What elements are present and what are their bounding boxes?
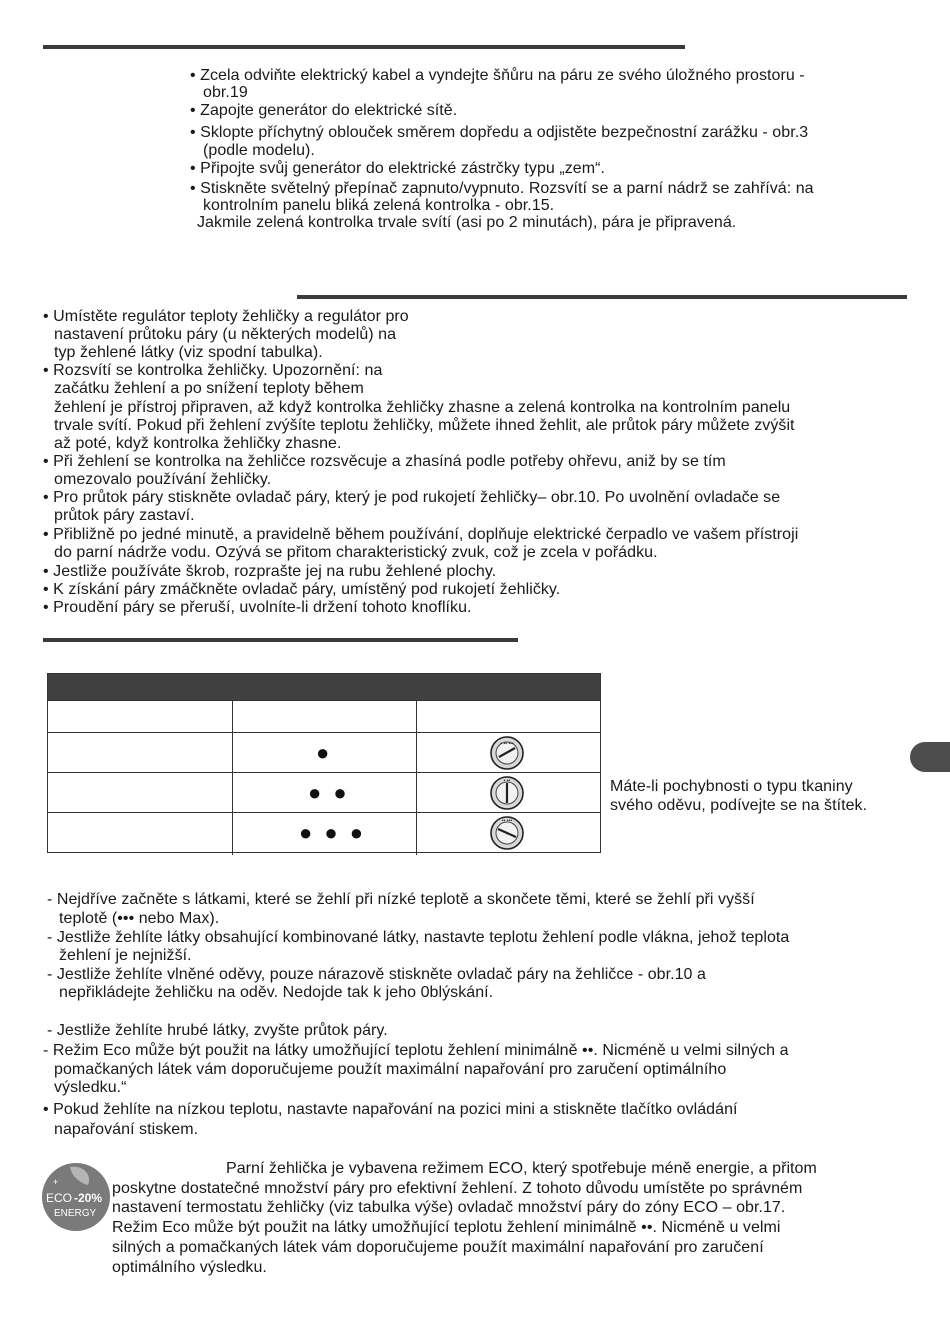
svg-text:• •• •••: • •• ••• — [500, 741, 514, 747]
table-header — [48, 674, 600, 700]
text-line: Parní žehlička je vybavena režimem ECO, který spotřebuje méně energie, a přitom — [226, 1160, 817, 1177]
thermostat-dial-icon — [486, 735, 528, 771]
section-rule-3 — [43, 638, 518, 642]
text-line: nastavení průtoku páry (u některých modelů) na — [54, 326, 397, 343]
text-line: teplotě (••• nebo Max). — [59, 910, 220, 927]
text-line: omezovalo používání žehličky. — [54, 471, 272, 488]
text-line: pomačkaných látek vám doporučujeme použít maximální napařování pro zaručení optimálního — [54, 1061, 727, 1078]
text-line: trvale svítí. Pokud při žehlení zvýšíte teplotu žehličky, můžete ihned žehlit, ale průtok páry můžete zvýšit — [54, 417, 795, 434]
text-line: začátku žehlení a po snížení teploty během — [54, 380, 364, 397]
text-line: žehlení je přístroj připraven, až když kontrolka žehličky zhasne a zelená kontrolka na kontrolním panelu — [54, 399, 791, 416]
text-line: průtok páry zastaví. — [54, 507, 195, 524]
table-row — [48, 732, 600, 773]
eco-badge-eco-text: ECO — [46, 1191, 73, 1205]
svg-text:+: + — [53, 1177, 59, 1187]
text-line: • Připojte svůj generátor do elektrické zástrčky typu „zem“. — [190, 160, 605, 177]
text-line: - Jestliže žehlíte látky obsahující kombinované látky, nastavte teplotu žehlení podle vlákna, jehož teplota — [47, 929, 790, 946]
text-line: do parní nádrže vodu. Ozývá se přitom charakteristický zvuk, což je zcela v pořádku. — [54, 544, 658, 561]
table-row — [48, 700, 600, 733]
table-note: Máte-li pochybnosti o typu tkaniny — [610, 778, 853, 795]
text-line: kontrolním panelu bliká zelená kontrolka - obr.15. — [203, 197, 555, 214]
text-line: • Zcela odviňte elektrický kabel a vyndejte šňůru na páru ze svého úložného prostoru - — [190, 67, 805, 84]
text-line: • Zapojte generátor do elektrické sítě. — [190, 102, 458, 119]
text-line: • Proudění páry se přeruší, uvolníte-li držení tohoto knoflíku. — [43, 599, 472, 616]
text-line: • Pro průtok páry stiskněte ovladač páry, který je pod rukojetí žehličky– obr.10. Po uvolnění ovladače se — [43, 489, 781, 506]
text-line: - Nejdříve začněte s látkami, které se žehlí při nízké teplotě a skončete těmi, které se žehlí při vyšší — [47, 891, 755, 908]
text-line: Jakmile zelená kontrolka trvale svítí (asi po 2 minutách), pára je připravená. — [197, 214, 737, 231]
text-line: napařování stiskem. — [54, 1121, 199, 1138]
text-line: • Pokud žehlíte na nízkou teplotu, nastavte napařování na pozici mini a stiskněte tlačítko ovládání — [43, 1101, 738, 1118]
svg-text:•• •••: •• ••• — [501, 818, 513, 824]
text-line: typ žehlené látky (viz spodní tabulka). — [54, 344, 323, 361]
table-row — [48, 772, 600, 813]
text-line: nepřikládejte žehličku na oděv. Nedojde tak k jeho 0blýskání. — [59, 984, 494, 1001]
text-line: • Jestliže používáte škrob, rozprašte jej na rubu žehlené plochy. — [43, 563, 497, 580]
temperature-dots: ● — [316, 740, 333, 765]
temperature-dots: ● ● — [308, 780, 350, 805]
text-line: • Přibližně po jedné minutě, a pravidelně během používání, doplňuje elektrické čerpadlo ve vašem přístroji — [43, 526, 799, 543]
text-line: - Jestliže žehlíte hrubé látky, zvyšte průtok páry. — [47, 1022, 388, 1039]
text-line: (podle modelu). — [203, 142, 315, 159]
text-line: poskytne dostatečné množství páry pro efektivní žehlení. Z tohoto důvodu umístěte po správném — [112, 1180, 803, 1197]
text-line: nastavení termostatu žehličky (viz tabulka výše) ovladač množství páry do zóny ECO – obr.17. — [112, 1199, 786, 1216]
svg-text:• ••: • •• — [503, 778, 511, 784]
text-line: optimálního výsledku. — [112, 1259, 267, 1276]
text-line: • Rozsvítí se kontrolka žehličky. Upozornění: na — [43, 362, 383, 379]
text-line: silných a pomačkaných látek vám doporučujeme použít maximální napařování pro zaručení — [112, 1239, 764, 1256]
text-line: žehlení je nejnižší. — [59, 947, 192, 964]
thermostat-dial-icon — [486, 814, 528, 852]
table-note: svého oděvu, podívejte se na štítek. — [610, 797, 868, 814]
text-line: obr.19 — [203, 84, 248, 101]
temperature-dots: ● ● ● — [299, 820, 367, 845]
section-rule-1 — [43, 45, 685, 49]
page-tab-marker — [910, 742, 950, 772]
text-line: • Při žehlení se kontrolka na žehličce rozsvěcuje a zhasíná podle potřeby ohřevu, aniž by se tím — [43, 453, 726, 470]
text-line: až poté, když kontrolka žehličky zhasne. — [54, 435, 342, 452]
eco-badge-energy-text: ENERGY — [54, 1208, 97, 1219]
text-line: výsledku.“ — [54, 1079, 127, 1096]
text-line: - Jestliže žehlíte vlněné oděvy, pouze nárazově stiskněte ovladač páry na žehličce - obr.10 a — [47, 966, 706, 983]
text-line: • Stiskněte světelný přepínač zapnuto/vypnuto. Rozsvítí se a parní nádrž se zahřívá: na — [190, 180, 814, 197]
fabric-temperature-table — [47, 673, 601, 853]
eco-energy-badge-icon — [40, 1161, 112, 1233]
text-line: • K získání páry zmáčkněte ovladač páry, umístěný pod rukojetí žehličky. — [43, 581, 561, 598]
text-line: • Umístěte regulátor teploty žehličky a regulátor pro — [43, 308, 409, 325]
thermostat-dial-icon — [486, 774, 528, 812]
table-row — [48, 812, 600, 855]
text-line: • Sklopte příchytný oblouček směrem dopředu a odjistěte bezpečnostní zarážku - obr.3 — [190, 124, 809, 141]
eco-badge-percent-text: -20% — [74, 1191, 103, 1205]
text-line: Režim Eco může být použit na látky umožňující teplotu žehlení minimálně ••. Nicméně u velmi — [112, 1219, 781, 1236]
text-line: - Režim Eco může být použit na látky umožňující teplotu žehlení minimálně ••. Nicméně u velmi silných a — [43, 1042, 789, 1059]
section-rule-2 — [297, 295, 907, 299]
